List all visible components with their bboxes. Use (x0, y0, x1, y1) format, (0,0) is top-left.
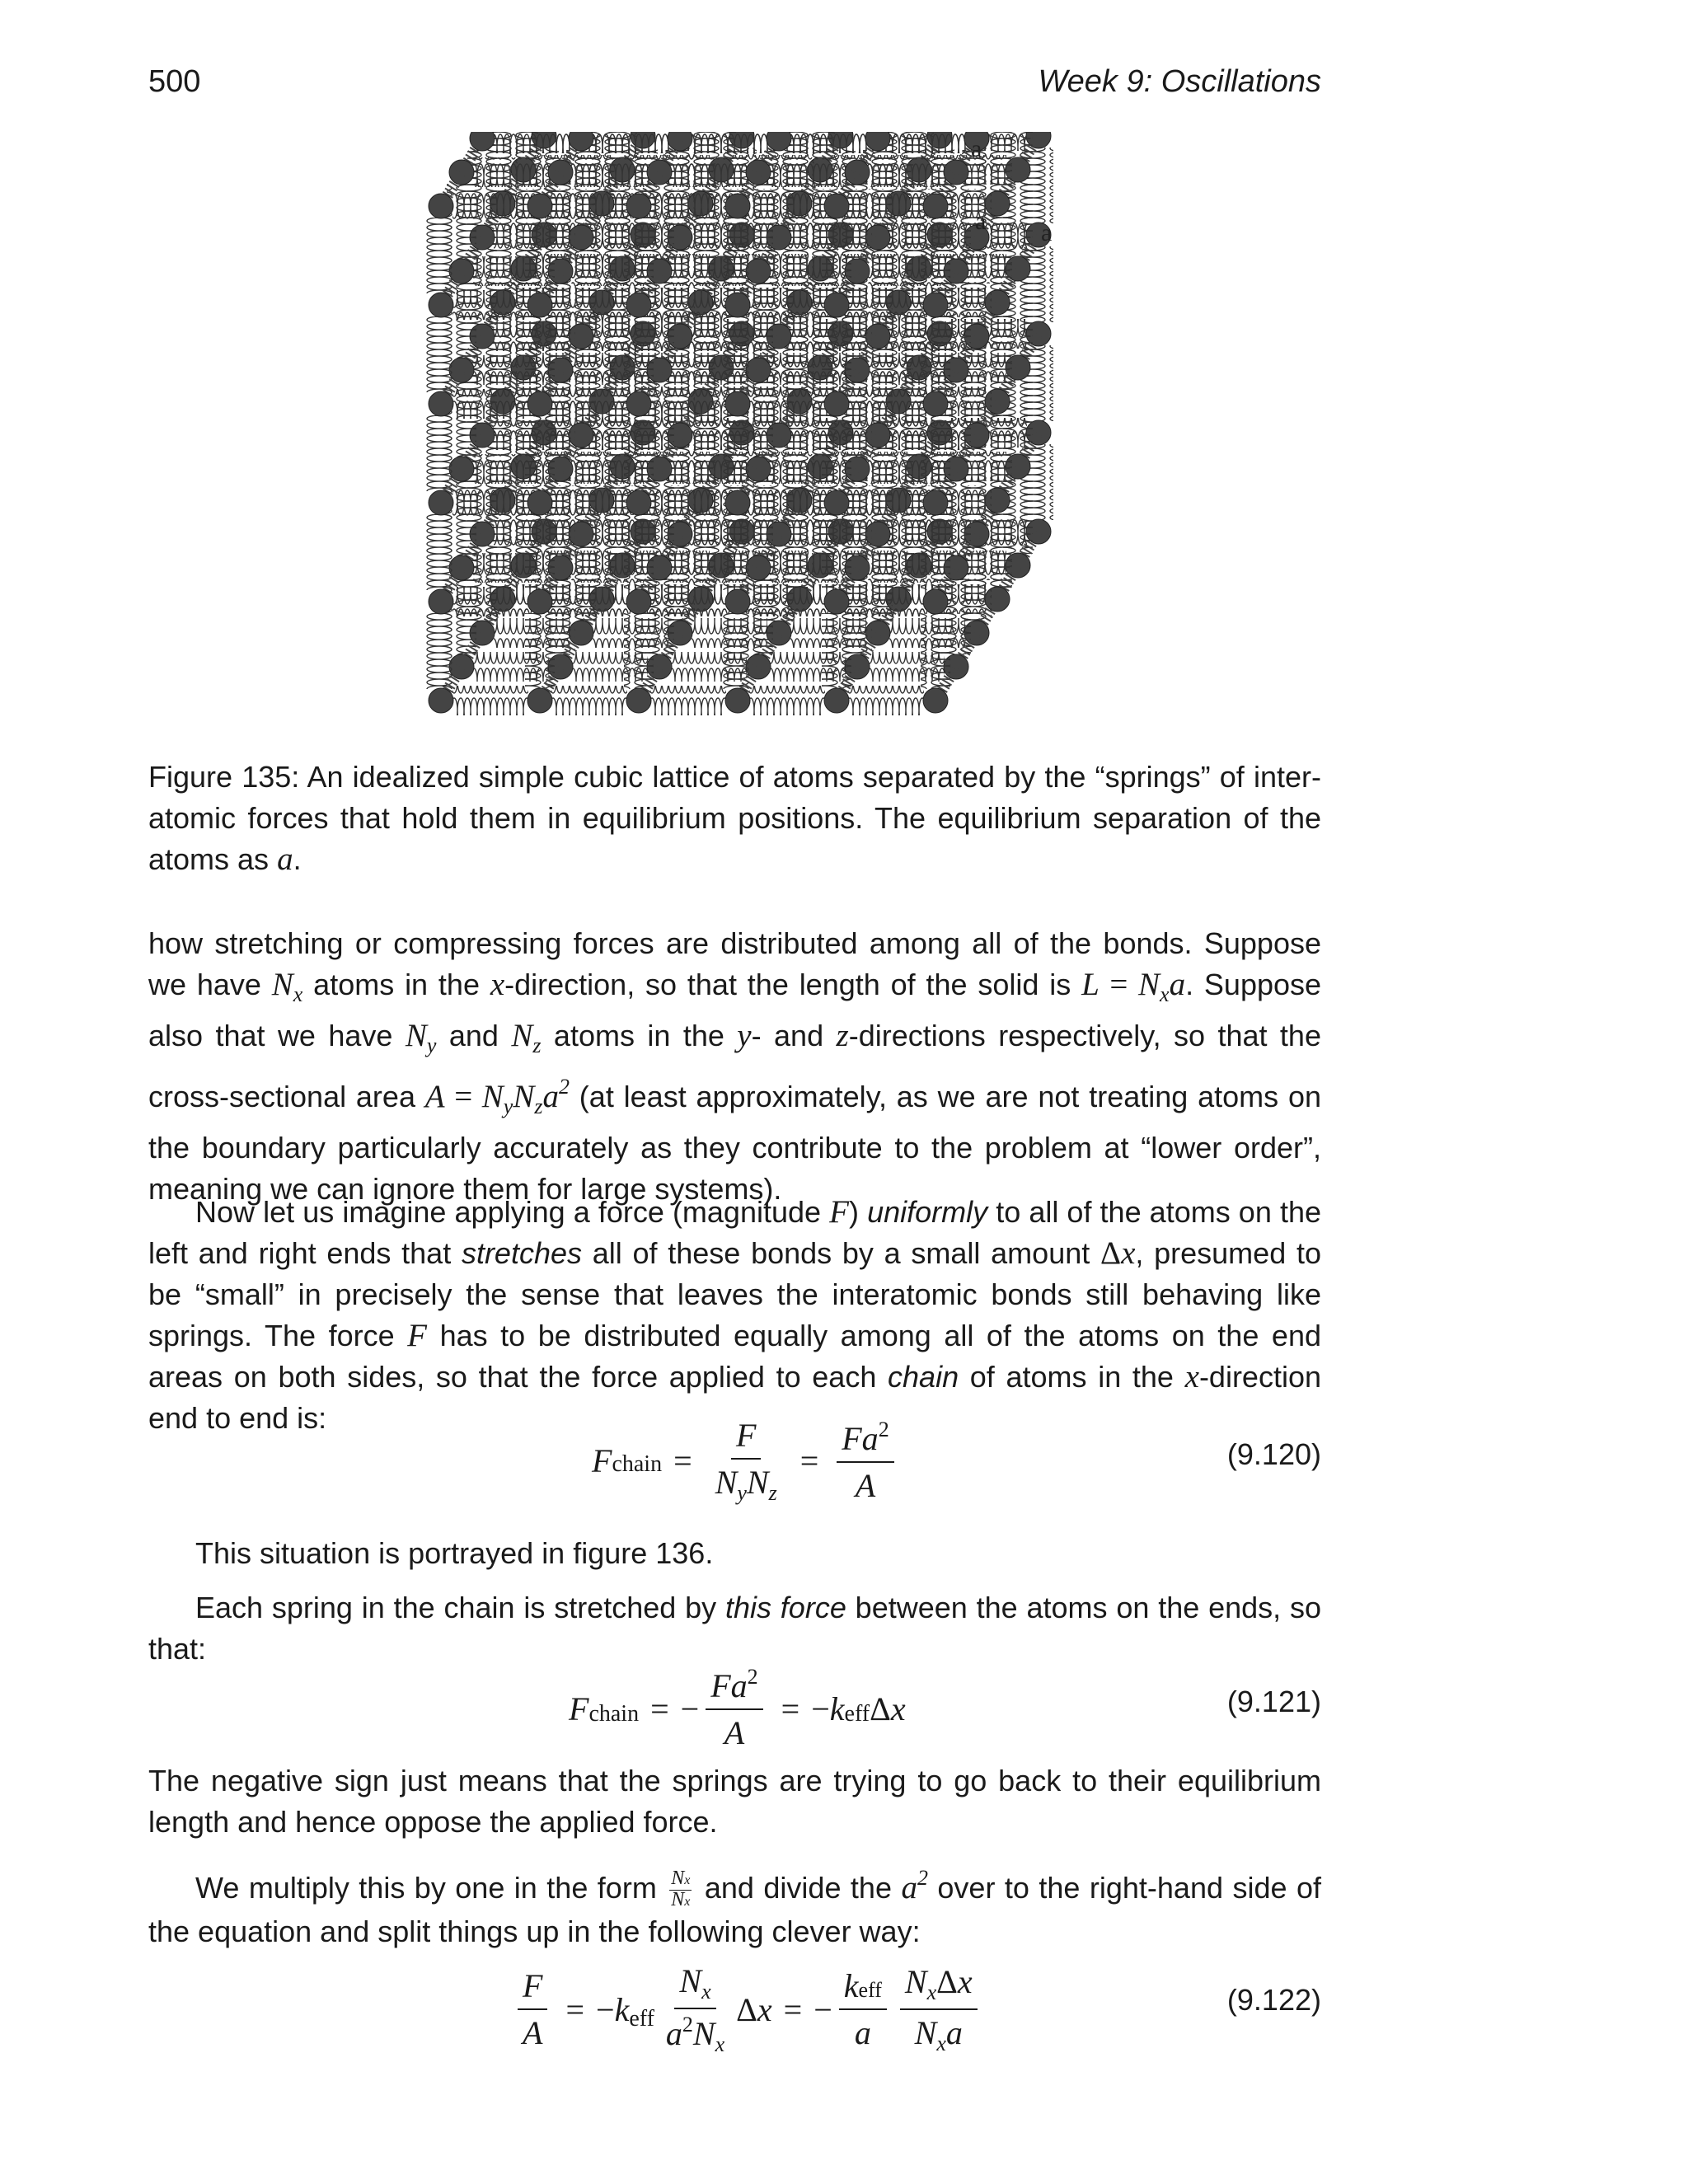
spring-x (572, 157, 648, 187)
atom (923, 293, 948, 317)
atom (626, 194, 651, 218)
spring-x (749, 290, 825, 320)
paragraph-applied-force: Now let us imagine applying a force (magnitude F) uniformly to all of the atoms on the left and right ends that stretches all of these bonds by a small amount Δx, presumed to be “small” in precisely the sense that leaves the interatomic bonds still behaving like springs. The force F has to be distributed equally among all of the atoms on the end areas on both sides, so that the force applied to each chain of atoms in the x-direction end to end is: (148, 1194, 1321, 1435)
spring-x (848, 686, 924, 715)
atom (429, 688, 453, 713)
equation-number-9-122: (9.122) (1226, 1983, 1321, 2017)
paragraph-lattice-setup: how stretching or compressing forces are distributed among all of the bonds. Suppose we have $N_x$ atoms in the x-direction, so that the length of the solid is $L = N_xa$. Suppose also that we have $N_y$ and $N_z$ atoms in the y- and z-directions respectively, so that the cross-sectional area $A = N_yN_za^2$ (at least approximately, as we are not treating atoms on the boundary particularly accurately as they contribute to the problem at “lower order”, meaning we can ignore them for large systems). (148, 926, 1322, 1206)
spring-x (650, 488, 726, 518)
spring-x (869, 157, 945, 187)
atom (824, 391, 849, 416)
atom (626, 293, 651, 317)
atom (429, 589, 453, 614)
spring-x (494, 132, 570, 153)
atom (824, 490, 849, 515)
equation-number-9-121: (9.121) (1226, 1685, 1321, 1718)
atom (923, 589, 948, 614)
atom (528, 490, 552, 515)
spring-x (551, 686, 627, 715)
paragraph-clever-split: We multiply this by one in the form $\frac{Nx}{Nx}$ and divide the $a^2$ over to the right-hand side of the equation and split things up in the following clever way: (148, 1866, 1321, 1948)
atom (824, 194, 849, 218)
spring-x (452, 587, 528, 616)
atom (923, 688, 948, 713)
spring-x (848, 587, 924, 616)
spring-x (452, 191, 528, 221)
spring-x (749, 191, 825, 221)
atom (626, 391, 651, 416)
spring-x (848, 191, 924, 221)
spring-x (593, 132, 668, 153)
atom (923, 194, 948, 218)
spring-x (749, 488, 825, 518)
atom (725, 293, 750, 317)
spring-x (770, 157, 846, 187)
spring-x (848, 488, 924, 518)
spring-x (452, 686, 528, 715)
atom (725, 194, 750, 218)
equation-9-121: F chain = − $\frac{Fa^2}{A}$ = − k eff Δ x (9.121) (569, 1665, 1321, 1751)
spring-x (848, 290, 924, 320)
spring-x (749, 686, 825, 715)
spring-x (452, 389, 528, 419)
atom (429, 490, 453, 515)
equation-9-122: $\frac{F}{A}$ = − k eff $\frac{N_x}{a^2N_x}$ Δ x = − $\frac{\text{keff}}{a}$ $\frac{N_x\Delta x}{N_xa}$ (9.122) (148, 1961, 1321, 2052)
atom (725, 391, 750, 416)
spring-x (889, 132, 965, 153)
atom (626, 589, 651, 614)
atom (626, 490, 651, 515)
atom (824, 589, 849, 614)
lattice-spacing-label-top: a (971, 135, 982, 162)
spring-x (452, 488, 528, 518)
atom (725, 589, 750, 614)
lattice-springs-and-atoms (426, 132, 1053, 715)
equation-number-9-120: (9.120) (1226, 1437, 1321, 1471)
atom (528, 391, 552, 416)
spring-x (650, 191, 726, 221)
lattice-spacing-label-mid: a (975, 208, 987, 235)
spring-x (452, 290, 528, 320)
spring-x (848, 389, 924, 419)
atom (626, 688, 651, 713)
spring-x (551, 290, 627, 320)
atom (725, 490, 750, 515)
spring-x (749, 389, 825, 419)
spring-x (749, 587, 825, 616)
atom (528, 688, 552, 713)
spring-x (650, 587, 726, 616)
page-number: 500 (148, 64, 201, 99)
spring-x (671, 157, 747, 187)
spring-x (551, 587, 627, 616)
atom (528, 589, 552, 614)
paragraph-figure-reference: This situation is portrayed in figure 136. (195, 1536, 714, 1570)
spring-x (650, 290, 726, 320)
atom (528, 194, 552, 218)
atom (923, 391, 948, 416)
spring-x (650, 389, 726, 419)
cubic-lattice-figure (424, 132, 1084, 725)
spring-x (473, 157, 549, 187)
figure-caption: Figure 135: An idealized simple cubic lattice of atoms separated by the “springs” of inter-atomic forces that hold them in equilibrium positions. The equilibrium separation of the atoms as a. (148, 760, 1321, 877)
atom (429, 391, 453, 416)
spring-x (551, 389, 627, 419)
spring-x (551, 488, 627, 518)
spring-x (551, 191, 627, 221)
atom (824, 688, 849, 713)
paragraph-negative-sign: The negative sign just means that the springs are trying to go back to their equilibrium length and hence oppose the applied force. (148, 1764, 1321, 1839)
spring-x (692, 132, 767, 153)
atom (429, 293, 453, 317)
equation-9-120: F chain = $\frac{F}{N_yN_z}$ = $\frac{Fa^2}{A}$ (9.120) (592, 1417, 1321, 1505)
atom (824, 293, 849, 317)
lattice-spacing-label-right: a (1041, 219, 1053, 246)
paragraph-spring-stretch: Each spring in the chain is stretched by this force between the atoms on the ends, so that: (148, 1591, 1321, 1666)
atom (923, 490, 948, 515)
running-title: Week 9: Oscillations (1038, 64, 1321, 99)
spring-x (650, 686, 726, 715)
atom (429, 194, 453, 218)
spring-x (790, 132, 866, 153)
atom (725, 688, 750, 713)
atom (528, 293, 552, 317)
